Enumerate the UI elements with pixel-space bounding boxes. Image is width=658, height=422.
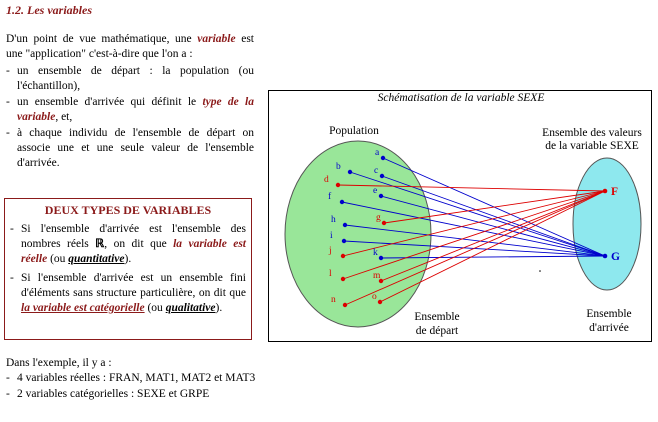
individual-label-d: d [324, 175, 329, 185]
reals-symbol: ℝ [95, 238, 105, 250]
type-keyword: type de la variable [17, 96, 254, 123]
individual-point-l [341, 277, 345, 281]
individual-point-j [341, 254, 345, 258]
population-label: Population [329, 125, 379, 137]
individual-label-k: k [373, 248, 378, 258]
text: Si l'ensemble d'arrivée est un ensemble fini d'éléments sans structure particulière, on dit que [21, 272, 246, 299]
text: Si l'ensemble d'arrivée est l'ensemble des nombres réels [21, 223, 246, 250]
individual-label-f: f [328, 192, 332, 202]
lead-part1: D'un point de vue mathématique, une [6, 33, 198, 45]
individual-point-o [378, 300, 382, 304]
example-item-categorical: - 2 variables catégorielles : SEXE et GRPE [6, 387, 256, 402]
definition-item-association: - à chaque individu de l'ensemble de départ on associe une et une seule valeur de l'ensemble d'arrivée. [6, 126, 254, 171]
individual-label-h: h [331, 215, 336, 225]
quantitative-keyword: quantitative [68, 253, 125, 265]
categorical-keyword: la variable est catégorielle [21, 302, 145, 314]
value-G-point [603, 254, 608, 259]
arrival-header-line2: de la variable SEXE [545, 140, 639, 152]
stray-dot [539, 270, 541, 272]
box-title: DEUX TYPES DE VARIABLES [44, 203, 212, 217]
section-title: 1.2. Les variables [6, 3, 92, 17]
individual-point-n [343, 303, 347, 307]
value-G-label: G [611, 251, 620, 263]
individual-label-m: m [373, 271, 381, 281]
text: ). [215, 302, 223, 314]
variable-keyword: variable [197, 33, 236, 45]
diagram-title: Schématisation de la variable SEXE [377, 92, 545, 104]
individual-label-i: i [330, 231, 333, 241]
qualitative-keyword: qualitative [165, 302, 216, 314]
text: (ou [144, 302, 166, 314]
individual-label-e: e [373, 186, 378, 196]
individual-point-e [379, 194, 383, 198]
individual-label-c: c [374, 166, 379, 176]
individual-label-a: a [375, 148, 380, 158]
individual-label-j: j [329, 246, 332, 256]
bullet-pre: un ensemble d'arrivée qui définit le [17, 96, 203, 108]
arrival-header-line1: Ensemble des valeurs [542, 127, 642, 139]
depart-label-line1: Ensemble [414, 311, 460, 323]
individual-point-a [381, 156, 385, 160]
text: ). [124, 253, 132, 265]
individual-point-h [343, 223, 347, 227]
text: (ou [47, 253, 69, 265]
individual-label-o: o [372, 292, 377, 302]
value-F-point [603, 189, 608, 194]
individual-label-n: n [331, 295, 336, 305]
example-intro: Dans l'exemple, il y a : [6, 357, 112, 369]
individual-point-d [336, 183, 340, 187]
individual-point-c [380, 174, 384, 178]
individual-point-k [379, 256, 383, 260]
individual-label-g: g [376, 213, 381, 223]
individual-label-b: b [336, 162, 341, 172]
arrivee-label-line2: d'arrivée [589, 322, 629, 334]
individual-point-f [340, 200, 344, 204]
individual-point-i [342, 239, 346, 243]
value-F-label: F [611, 186, 619, 198]
bullet-post: , et, [55, 111, 73, 123]
lead-part2: est une "application" c'est-à-dire que l'on a : [6, 33, 254, 60]
individual-point-g [382, 221, 386, 225]
example-item-real: - 4 variables réelles : FRAN, MAT1, MAT2 et MAT3 [6, 371, 256, 386]
arrivee-label-line1: Ensemble [586, 308, 632, 320]
individual-label-l: l [329, 269, 332, 279]
depart-label-line2: de départ [415, 325, 459, 337]
definition-item-depart: - un ensemble de départ : la population (ou l'échantillon), [6, 64, 254, 94]
real-keyword: la variable est réelle [21, 238, 247, 265]
text: , on dit que [104, 238, 174, 250]
arrival-ellipse [573, 158, 641, 290]
individual-point-b [348, 170, 352, 174]
